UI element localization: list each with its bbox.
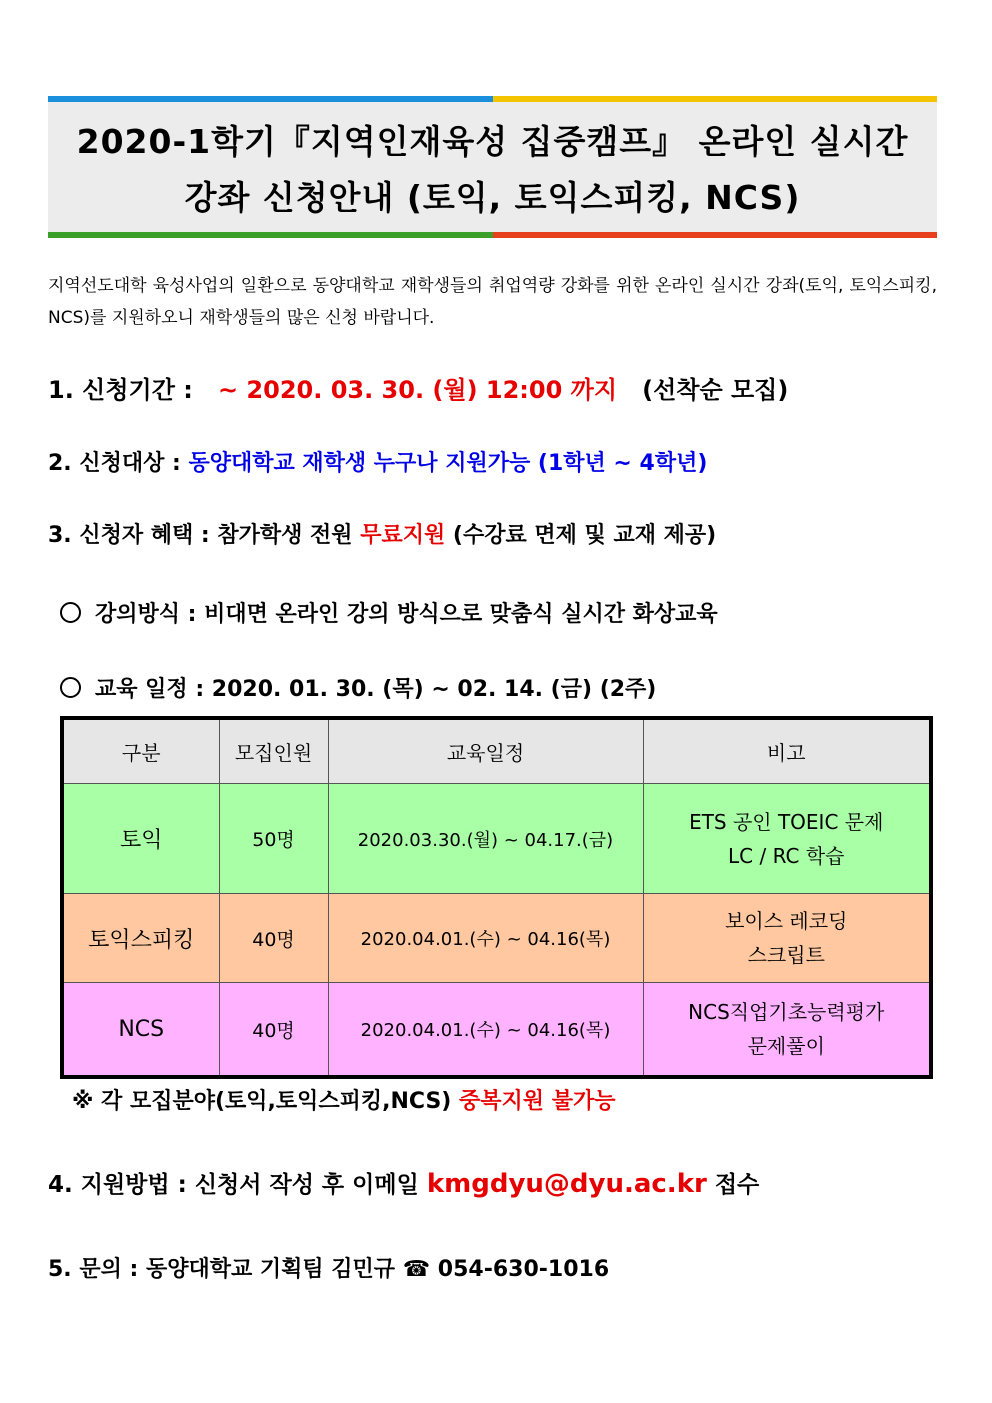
schedule-table: [60, 716, 933, 1079]
period-date: ~ 2020. 03. 30. (월) 12:00 까지: [217, 376, 618, 404]
table-row-ncs: [62, 983, 931, 1078]
note-line-2: LC / RC 학습: [728, 843, 845, 868]
title-line-2: 강좌 신청안내 (토익, 토익스피킹, NCS): [184, 178, 801, 217]
schedule-text: 교육 일정 : 2020. 01. 30. (목) ~ 02. 14. (금) (2주): [95, 677, 657, 702]
row-name: 토익스피킹: [62, 894, 219, 983]
application-method: [48, 1166, 759, 1199]
table-header-row: [62, 718, 931, 784]
header-note: 비고: [643, 718, 931, 784]
header-count: 모집인원: [219, 718, 328, 784]
row-name: NCS: [62, 983, 219, 1078]
period-label: 1. 신청기간 :: [48, 376, 193, 404]
circle-bullet-icon: [60, 677, 81, 698]
lecture-method: [60, 597, 718, 628]
title-bar-yellow: [493, 96, 937, 102]
duplicate-notice: [72, 1084, 615, 1115]
phone-number: 054-630-1016: [437, 1257, 610, 1282]
education-schedule: [60, 672, 656, 703]
title-bar-green: [48, 232, 493, 238]
notice-text: ※ 각 모집분야(토익,토익스피킹,NCS): [72, 1089, 452, 1114]
title-line-1: 2020-1학기『지역인재육성 집중캠프』 온라인 실시간: [76, 122, 909, 161]
period-suffix: (선착순 모집): [642, 376, 789, 404]
row-count: 50명: [219, 784, 328, 894]
row-note: [643, 983, 931, 1078]
target-label: 2. 신청대상 :: [48, 451, 181, 476]
row-period: 2020.03.30.(월) ~ 04.17.(금): [328, 784, 643, 894]
benefit-suffix: (수강료 면제 및 교재 제공): [452, 523, 717, 548]
row-period: 2020.04.01.(수) ~ 04.16(목): [328, 983, 643, 1078]
method-text: 강의방식 : 비대면 온라인 강의 방식으로 맞춤식 실시간 화상교육: [95, 602, 718, 627]
contact-text: 5. 문의 : 동양대학교 기획팀 김민규: [48, 1257, 396, 1282]
table-row-speaking: [62, 894, 931, 983]
row-count: 40명: [219, 983, 328, 1078]
row-count: 40명: [219, 894, 328, 983]
title-bar-red: [493, 232, 937, 238]
applicant-benefit: [48, 518, 716, 549]
contact-info: [48, 1252, 609, 1283]
application-target: [48, 446, 707, 477]
note-line-1: NCS직업기초능력평가: [688, 1000, 885, 1024]
note-line-1: 보이스 레코딩: [725, 909, 848, 933]
method-label: 4. 지원방법 : 신청서 작성 후 이메일: [48, 1172, 419, 1198]
title-bar-blue: [48, 96, 493, 102]
note-line-2: 스크립트: [747, 943, 825, 967]
benefit-label: 3. 신청자 혜택 : 참가학생 전원: [48, 523, 353, 548]
note-line-1: ETS 공인 TOEIC 문제: [689, 809, 884, 834]
method-suffix: 접수: [714, 1172, 760, 1198]
note-line-2: 문제풀이: [747, 1034, 825, 1058]
table-row-toeic: [62, 784, 931, 894]
notice-highlight: 중복지원 불가능: [459, 1089, 616, 1114]
row-name: 토익: [62, 784, 219, 894]
target-value: 동양대학교 재학생 누구나 지원가능 (1학년 ~ 4학년): [188, 451, 708, 476]
benefit-highlight: 무료지원: [360, 523, 446, 548]
row-period: 2020.04.01.(수) ~ 04.16(목): [328, 894, 643, 983]
row-note: [643, 894, 931, 983]
application-period: [48, 370, 788, 405]
email-link[interactable]: kmgdyu@dyu.ac.kr: [426, 1169, 707, 1199]
header-period: 교육일정: [328, 718, 643, 784]
row-note: [643, 784, 931, 894]
phone-icon: ☎: [402, 1257, 431, 1282]
circle-bullet-icon: [60, 602, 81, 623]
header-category: 구분: [62, 718, 219, 784]
intro-paragraph: 지역선도대학 육성사업의 일환으로 동양대학교 재학생들의 취업역량 강화를 위한 온라인 실시간 강좌(토익, 토익스피킹, NCS)를 지원하오니 재학생들의 많은 신청 바랍니다.: [48, 276, 937, 328]
